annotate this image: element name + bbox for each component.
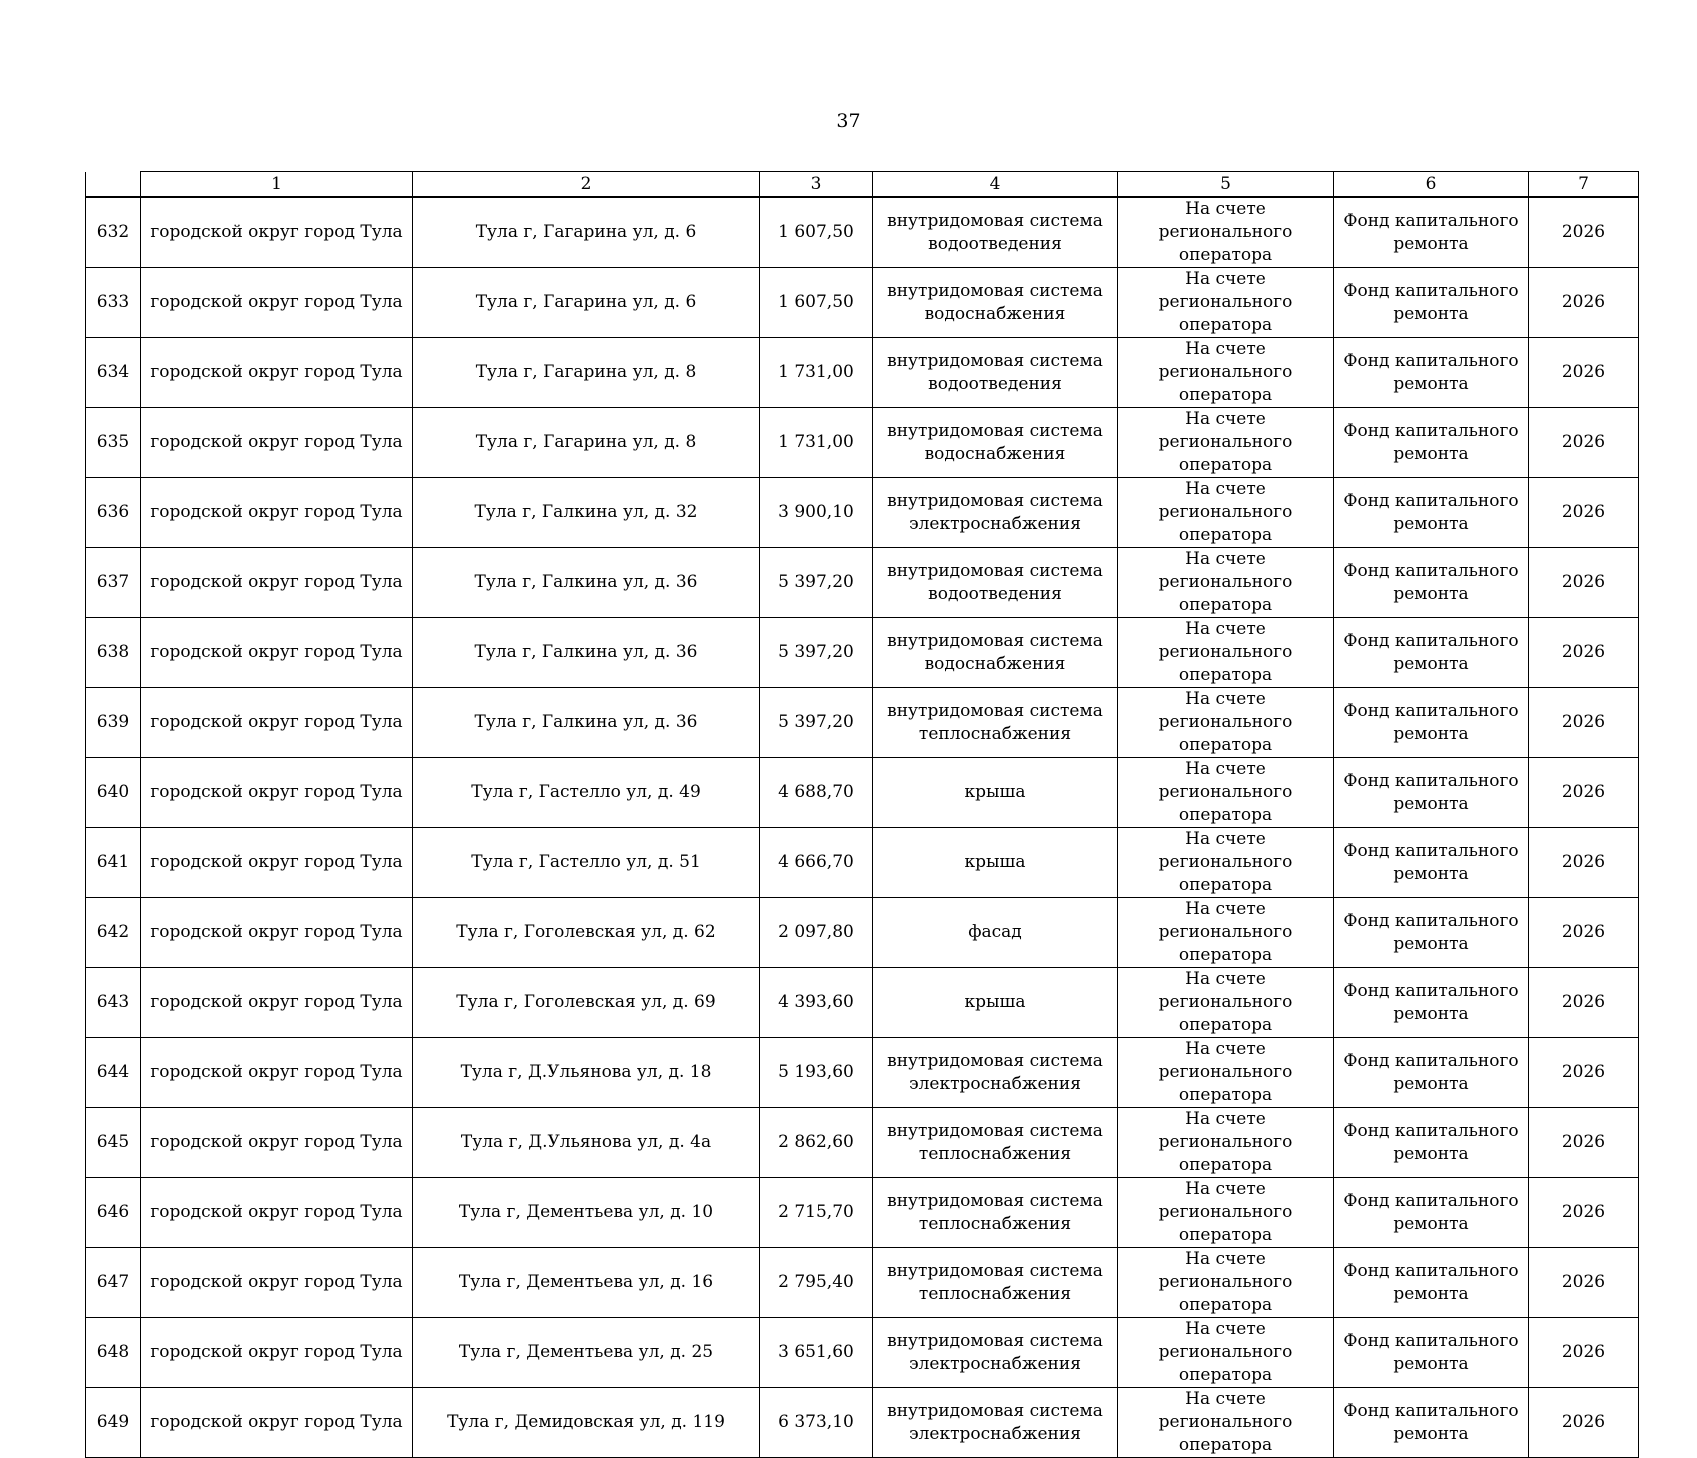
- address-cell: Тула г, Дементьева ул, д. 10: [413, 1178, 760, 1248]
- municipality-cell: городской округ город Тула: [141, 1388, 413, 1458]
- table-row: [86, 268, 1639, 338]
- address-cell: Тула г, Гагарина ул, д. 8: [413, 338, 760, 408]
- table-row: [86, 1038, 1639, 1108]
- year-cell: 2026: [1529, 197, 1639, 268]
- area-cell: 1 731,00: [760, 408, 873, 478]
- table-row: [86, 1318, 1639, 1388]
- table-row: [86, 338, 1639, 408]
- area-cell: 3 651,60: [760, 1318, 873, 1388]
- area-cell: 5 397,20: [760, 548, 873, 618]
- municipality-cell: городской округ город Тула: [141, 898, 413, 968]
- municipality-cell: городской округ город Тула: [141, 408, 413, 478]
- address-cell: Тула г, Гагарина ул, д. 8: [413, 408, 760, 478]
- column-header-1: 1: [141, 172, 413, 198]
- row-number-cell: 649: [86, 1388, 141, 1458]
- funding-source-cell: Фонд капитального ремонта: [1334, 268, 1529, 338]
- column-header-5: 5: [1118, 172, 1334, 198]
- repair-work-cell: внутридомовая система теплоснабжения: [873, 688, 1118, 758]
- fund-account-cell: На счете регионального оператора: [1118, 1178, 1334, 1248]
- row-number-cell: 637: [86, 548, 141, 618]
- funding-source-cell: Фонд капитального ремонта: [1334, 478, 1529, 548]
- repair-work-cell: внутридомовая система водоотведения: [873, 197, 1118, 268]
- repair-work-cell: фасад: [873, 898, 1118, 968]
- funding-source-cell: Фонд капитального ремонта: [1334, 338, 1529, 408]
- repair-work-cell: внутридомовая система теплоснабжения: [873, 1108, 1118, 1178]
- table-row: [86, 898, 1639, 968]
- year-cell: 2026: [1529, 618, 1639, 688]
- address-cell: Тула г, Галкина ул, д. 36: [413, 688, 760, 758]
- repair-work-cell: крыша: [873, 758, 1118, 828]
- table-row: [86, 1248, 1639, 1318]
- column-header-2: 2: [413, 172, 760, 198]
- table-row: [86, 1108, 1639, 1178]
- year-cell: 2026: [1529, 1178, 1639, 1248]
- table-row: [86, 408, 1639, 478]
- fund-account-cell: На счете регионального оператора: [1118, 688, 1334, 758]
- funding-source-cell: Фонд капитального ремонта: [1334, 688, 1529, 758]
- repair-work-cell: внутридомовая система водоснабжения: [873, 618, 1118, 688]
- address-cell: Тула г, Дементьева ул, д. 16: [413, 1248, 760, 1318]
- row-number-cell: 647: [86, 1248, 141, 1318]
- row-number-cell: 648: [86, 1318, 141, 1388]
- header-row: [86, 172, 1639, 198]
- fund-account-cell: На счете регионального оператора: [1118, 1248, 1334, 1318]
- table-row: [86, 758, 1639, 828]
- address-cell: Тула г, Галкина ул, д. 36: [413, 548, 760, 618]
- municipality-cell: городской округ город Тула: [141, 478, 413, 548]
- area-cell: 1 607,50: [760, 197, 873, 268]
- municipality-cell: городской округ город Тула: [141, 1318, 413, 1388]
- table-row: [86, 478, 1639, 548]
- row-number-cell: 632: [86, 197, 141, 268]
- address-cell: Тула г, Д.Ульянова ул, д. 18: [413, 1038, 760, 1108]
- funding-source-cell: Фонд капитального ремонта: [1334, 968, 1529, 1038]
- address-cell: Тула г, Демидовская ул, д. 119: [413, 1388, 760, 1458]
- year-cell: 2026: [1529, 478, 1639, 548]
- row-number-cell: 644: [86, 1038, 141, 1108]
- area-cell: 4 688,70: [760, 758, 873, 828]
- municipality-cell: городской округ город Тула: [141, 268, 413, 338]
- funding-source-cell: Фонд капитального ремонта: [1334, 1318, 1529, 1388]
- row-number-cell: 645: [86, 1108, 141, 1178]
- row-number-cell: 641: [86, 828, 141, 898]
- row-number-cell: 633: [86, 268, 141, 338]
- year-cell: 2026: [1529, 1038, 1639, 1108]
- area-cell: 2 097,80: [760, 898, 873, 968]
- fund-account-cell: На счете регионального оператора: [1118, 1108, 1334, 1178]
- area-cell: 5 397,20: [760, 688, 873, 758]
- municipality-cell: городской округ город Тула: [141, 1248, 413, 1318]
- fund-account-cell: На счете регионального оператора: [1118, 828, 1334, 898]
- area-cell: 1 731,00: [760, 338, 873, 408]
- address-cell: Тула г, Гагарина ул, д. 6: [413, 268, 760, 338]
- area-cell: 4 393,60: [760, 968, 873, 1038]
- area-cell: 3 900,10: [760, 478, 873, 548]
- repair-work-cell: внутридомовая система теплоснабжения: [873, 1178, 1118, 1248]
- area-cell: 2 862,60: [760, 1108, 873, 1178]
- funding-source-cell: Фонд капитального ремонта: [1334, 618, 1529, 688]
- address-cell: Тула г, Д.Ульянова ул, д. 4а: [413, 1108, 760, 1178]
- address-cell: Тула г, Гоголевская ул, д. 62: [413, 898, 760, 968]
- municipality-cell: городской округ город Тула: [141, 758, 413, 828]
- fund-account-cell: На счете регионального оператора: [1118, 1038, 1334, 1108]
- fund-account-cell: На счете регионального оператора: [1118, 408, 1334, 478]
- repair-work-cell: внутридомовая система электроснабжения: [873, 1038, 1118, 1108]
- address-cell: Тула г, Гастелло ул, д. 51: [413, 828, 760, 898]
- fund-account-cell: На счете регионального оператора: [1118, 338, 1334, 408]
- municipality-cell: городской округ город Тула: [141, 1038, 413, 1108]
- area-cell: 5 397,20: [760, 618, 873, 688]
- municipality-cell: городской округ город Тула: [141, 338, 413, 408]
- table-row: [86, 1388, 1639, 1458]
- funding-source-cell: Фонд капитального ремонта: [1334, 1178, 1529, 1248]
- fund-account-cell: На счете регионального оператора: [1118, 898, 1334, 968]
- year-cell: 2026: [1529, 1318, 1639, 1388]
- repair-work-cell: внутридомовая система электроснабжения: [873, 1388, 1118, 1458]
- funding-source-cell: Фонд капитального ремонта: [1334, 898, 1529, 968]
- column-header-4: 4: [873, 172, 1118, 198]
- column-header-6: 6: [1334, 172, 1529, 198]
- repair-work-cell: крыша: [873, 968, 1118, 1038]
- municipality-cell: городской округ город Тула: [141, 968, 413, 1038]
- address-cell: Тула г, Гастелло ул, д. 49: [413, 758, 760, 828]
- repair-register-table: [85, 171, 1639, 1458]
- area-cell: 6 373,10: [760, 1388, 873, 1458]
- funding-source-cell: Фонд капитального ремонта: [1334, 1248, 1529, 1318]
- area-cell: 4 666,70: [760, 828, 873, 898]
- row-number-cell: 636: [86, 478, 141, 548]
- repair-work-cell: крыша: [873, 828, 1118, 898]
- table-row: [86, 618, 1639, 688]
- row-number-cell: 634: [86, 338, 141, 408]
- year-cell: 2026: [1529, 968, 1639, 1038]
- funding-source-cell: Фонд капитального ремонта: [1334, 758, 1529, 828]
- repair-work-cell: внутридомовая система водоснабжения: [873, 268, 1118, 338]
- funding-source-cell: Фонд капитального ремонта: [1334, 1108, 1529, 1178]
- year-cell: 2026: [1529, 828, 1639, 898]
- municipality-cell: городской округ город Тула: [141, 688, 413, 758]
- repair-work-cell: внутридомовая система водоотведения: [873, 338, 1118, 408]
- fund-account-cell: На счете регионального оператора: [1118, 1388, 1334, 1458]
- area-cell: 1 607,50: [760, 268, 873, 338]
- area-cell: 2 795,40: [760, 1248, 873, 1318]
- year-cell: 2026: [1529, 898, 1639, 968]
- table-row: [86, 968, 1639, 1038]
- fund-account-cell: На счете регионального оператора: [1118, 268, 1334, 338]
- area-cell: 2 715,70: [760, 1178, 873, 1248]
- municipality-cell: городской округ город Тула: [141, 1108, 413, 1178]
- fund-account-cell: На счете регионального оператора: [1118, 968, 1334, 1038]
- area-cell: 5 193,60: [760, 1038, 873, 1108]
- column-header-3: 3: [760, 172, 873, 198]
- funding-source-cell: Фонд капитального ремонта: [1334, 1038, 1529, 1108]
- repair-work-cell: внутридомовая система электроснабжения: [873, 1318, 1118, 1388]
- address-cell: Тула г, Галкина ул, д. 32: [413, 478, 760, 548]
- municipality-cell: городской округ город Тула: [141, 618, 413, 688]
- row-number-cell: 639: [86, 688, 141, 758]
- fund-account-cell: На счете регионального оператора: [1118, 758, 1334, 828]
- funding-source-cell: Фонд капитального ремонта: [1334, 1388, 1529, 1458]
- year-cell: 2026: [1529, 268, 1639, 338]
- column-header-corner: [86, 172, 141, 198]
- row-number-cell: 638: [86, 618, 141, 688]
- table-row: [86, 1178, 1639, 1248]
- table-row: [86, 197, 1639, 268]
- year-cell: 2026: [1529, 1108, 1639, 1178]
- year-cell: 2026: [1529, 1248, 1639, 1318]
- year-cell: 2026: [1529, 758, 1639, 828]
- year-cell: 2026: [1529, 408, 1639, 478]
- column-header-7: 7: [1529, 172, 1639, 198]
- fund-account-cell: На счете регионального оператора: [1118, 618, 1334, 688]
- fund-account-cell: На счете регионального оператора: [1118, 478, 1334, 548]
- address-cell: Тула г, Гагарина ул, д. 6: [413, 197, 760, 268]
- funding-source-cell: Фонд капитального ремонта: [1334, 548, 1529, 618]
- year-cell: 2026: [1529, 338, 1639, 408]
- fund-account-cell: На счете регионального оператора: [1118, 548, 1334, 618]
- municipality-cell: городской округ город Тула: [141, 828, 413, 898]
- row-number-cell: 643: [86, 968, 141, 1038]
- row-number-cell: 640: [86, 758, 141, 828]
- repair-work-cell: внутридомовая система теплоснабжения: [873, 1248, 1118, 1318]
- address-cell: Тула г, Галкина ул, д. 36: [413, 618, 760, 688]
- funding-source-cell: Фонд капитального ремонта: [1334, 408, 1529, 478]
- row-number-cell: 646: [86, 1178, 141, 1248]
- year-cell: 2026: [1529, 1388, 1639, 1458]
- funding-source-cell: Фонд капитального ремонта: [1334, 828, 1529, 898]
- fund-account-cell: На счете регионального оператора: [1118, 1318, 1334, 1388]
- row-number-cell: 642: [86, 898, 141, 968]
- table-body: [86, 197, 1639, 1458]
- municipality-cell: городской округ город Тула: [141, 548, 413, 618]
- fund-account-cell: На счете регионального оператора: [1118, 197, 1334, 268]
- table-row: [86, 688, 1639, 758]
- funding-source-cell: Фонд капитального ремонта: [1334, 197, 1529, 268]
- year-cell: 2026: [1529, 688, 1639, 758]
- row-number-cell: 635: [86, 408, 141, 478]
- municipality-cell: городской округ город Тула: [141, 1178, 413, 1248]
- repair-work-cell: внутридомовая система водоснабжения: [873, 408, 1118, 478]
- repair-work-cell: внутридомовая система водоотведения: [873, 548, 1118, 618]
- table-row: [86, 548, 1639, 618]
- repair-work-cell: внутридомовая система электроснабжения: [873, 478, 1118, 548]
- address-cell: Тула г, Гоголевская ул, д. 69: [413, 968, 760, 1038]
- municipality-cell: городской округ город Тула: [141, 197, 413, 268]
- table-row: [86, 828, 1639, 898]
- year-cell: 2026: [1529, 548, 1639, 618]
- page-number: 37: [836, 110, 861, 132]
- address-cell: Тула г, Дементьева ул, д. 25: [413, 1318, 760, 1388]
